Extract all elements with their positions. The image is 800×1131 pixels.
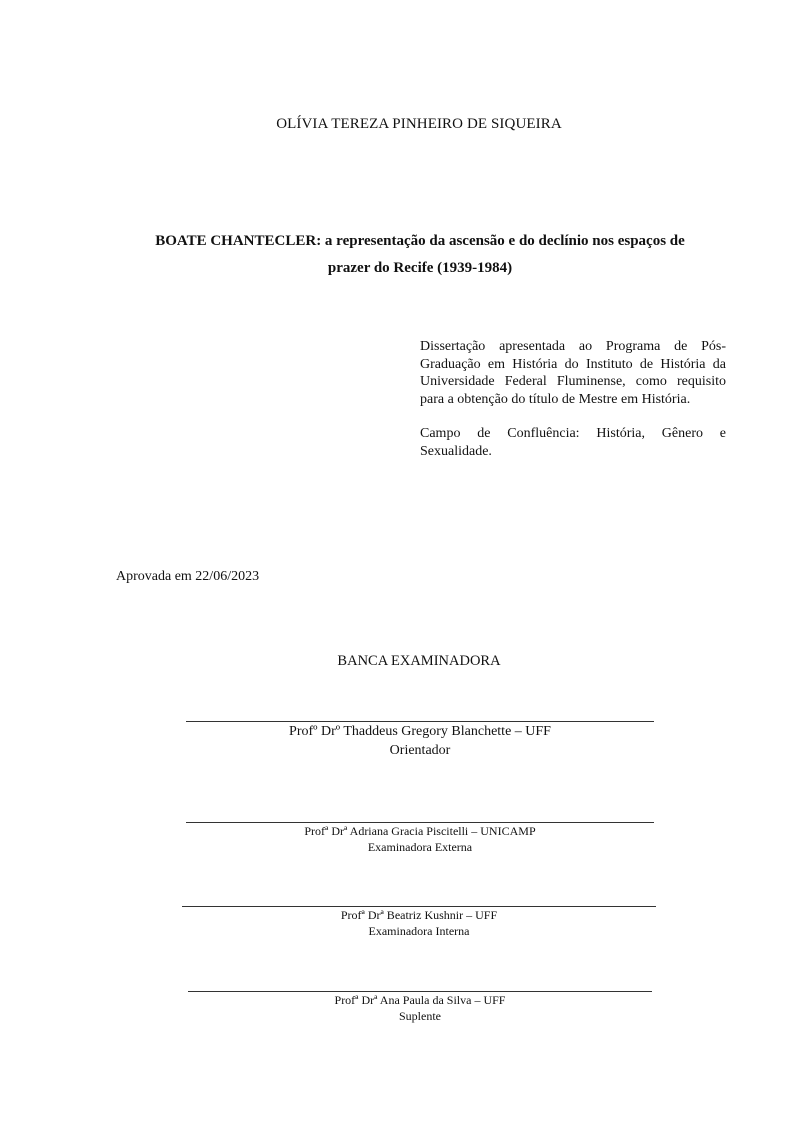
statement-paragraph-1: Dissertação apresentada ao Programa de Pós-Graduação em História do Instituto de História da Universidade Federal Fluminense, como requisito para a obtenção do título de Mestre em História. <box>420 339 726 407</box>
committee-heading: BANCA EXAMINADORA <box>337 653 501 669</box>
approval-date: Aprovada em 22/06/2023 <box>116 569 260 584</box>
member-name: Profº Drº Thaddeus Gregory Blanchette – UFF <box>289 724 551 739</box>
title-line-1: BOATE CHANTECLER: a representação da ascensão e do declínio nos espaços de <box>155 233 685 249</box>
member-role: Examinadora Externa <box>367 840 473 854</box>
member-role: Suplente <box>399 1009 441 1023</box>
member-name: Profª Drª Beatriz Kushnir – UFF <box>340 908 498 922</box>
committee-member-4 <box>188 991 652 1024</box>
committee-member-3 <box>182 906 656 939</box>
member-name: Profª Drª Adriana Gracia Piscitelli – UNICAMP <box>304 824 536 838</box>
member-name: Profª Drª Ana Paula da Silva – UFF <box>334 993 506 1007</box>
statement-paragraph-2: Campo de Confluência: História, Gênero e Sexualidade. <box>420 426 726 459</box>
member-role: Orientador <box>389 743 451 758</box>
committee-member-1 <box>186 721 654 760</box>
author-name: OLÍVIA TEREZA PINHEIRO DE SIQUEIRA <box>276 116 562 132</box>
dissertation-statement <box>420 338 726 461</box>
title-line-2: prazer do Recife (1939-1984) <box>327 260 513 276</box>
committee-member-2 <box>186 822 654 855</box>
dissertation-title <box>120 228 720 282</box>
member-role: Examinadora Interna <box>368 924 470 938</box>
